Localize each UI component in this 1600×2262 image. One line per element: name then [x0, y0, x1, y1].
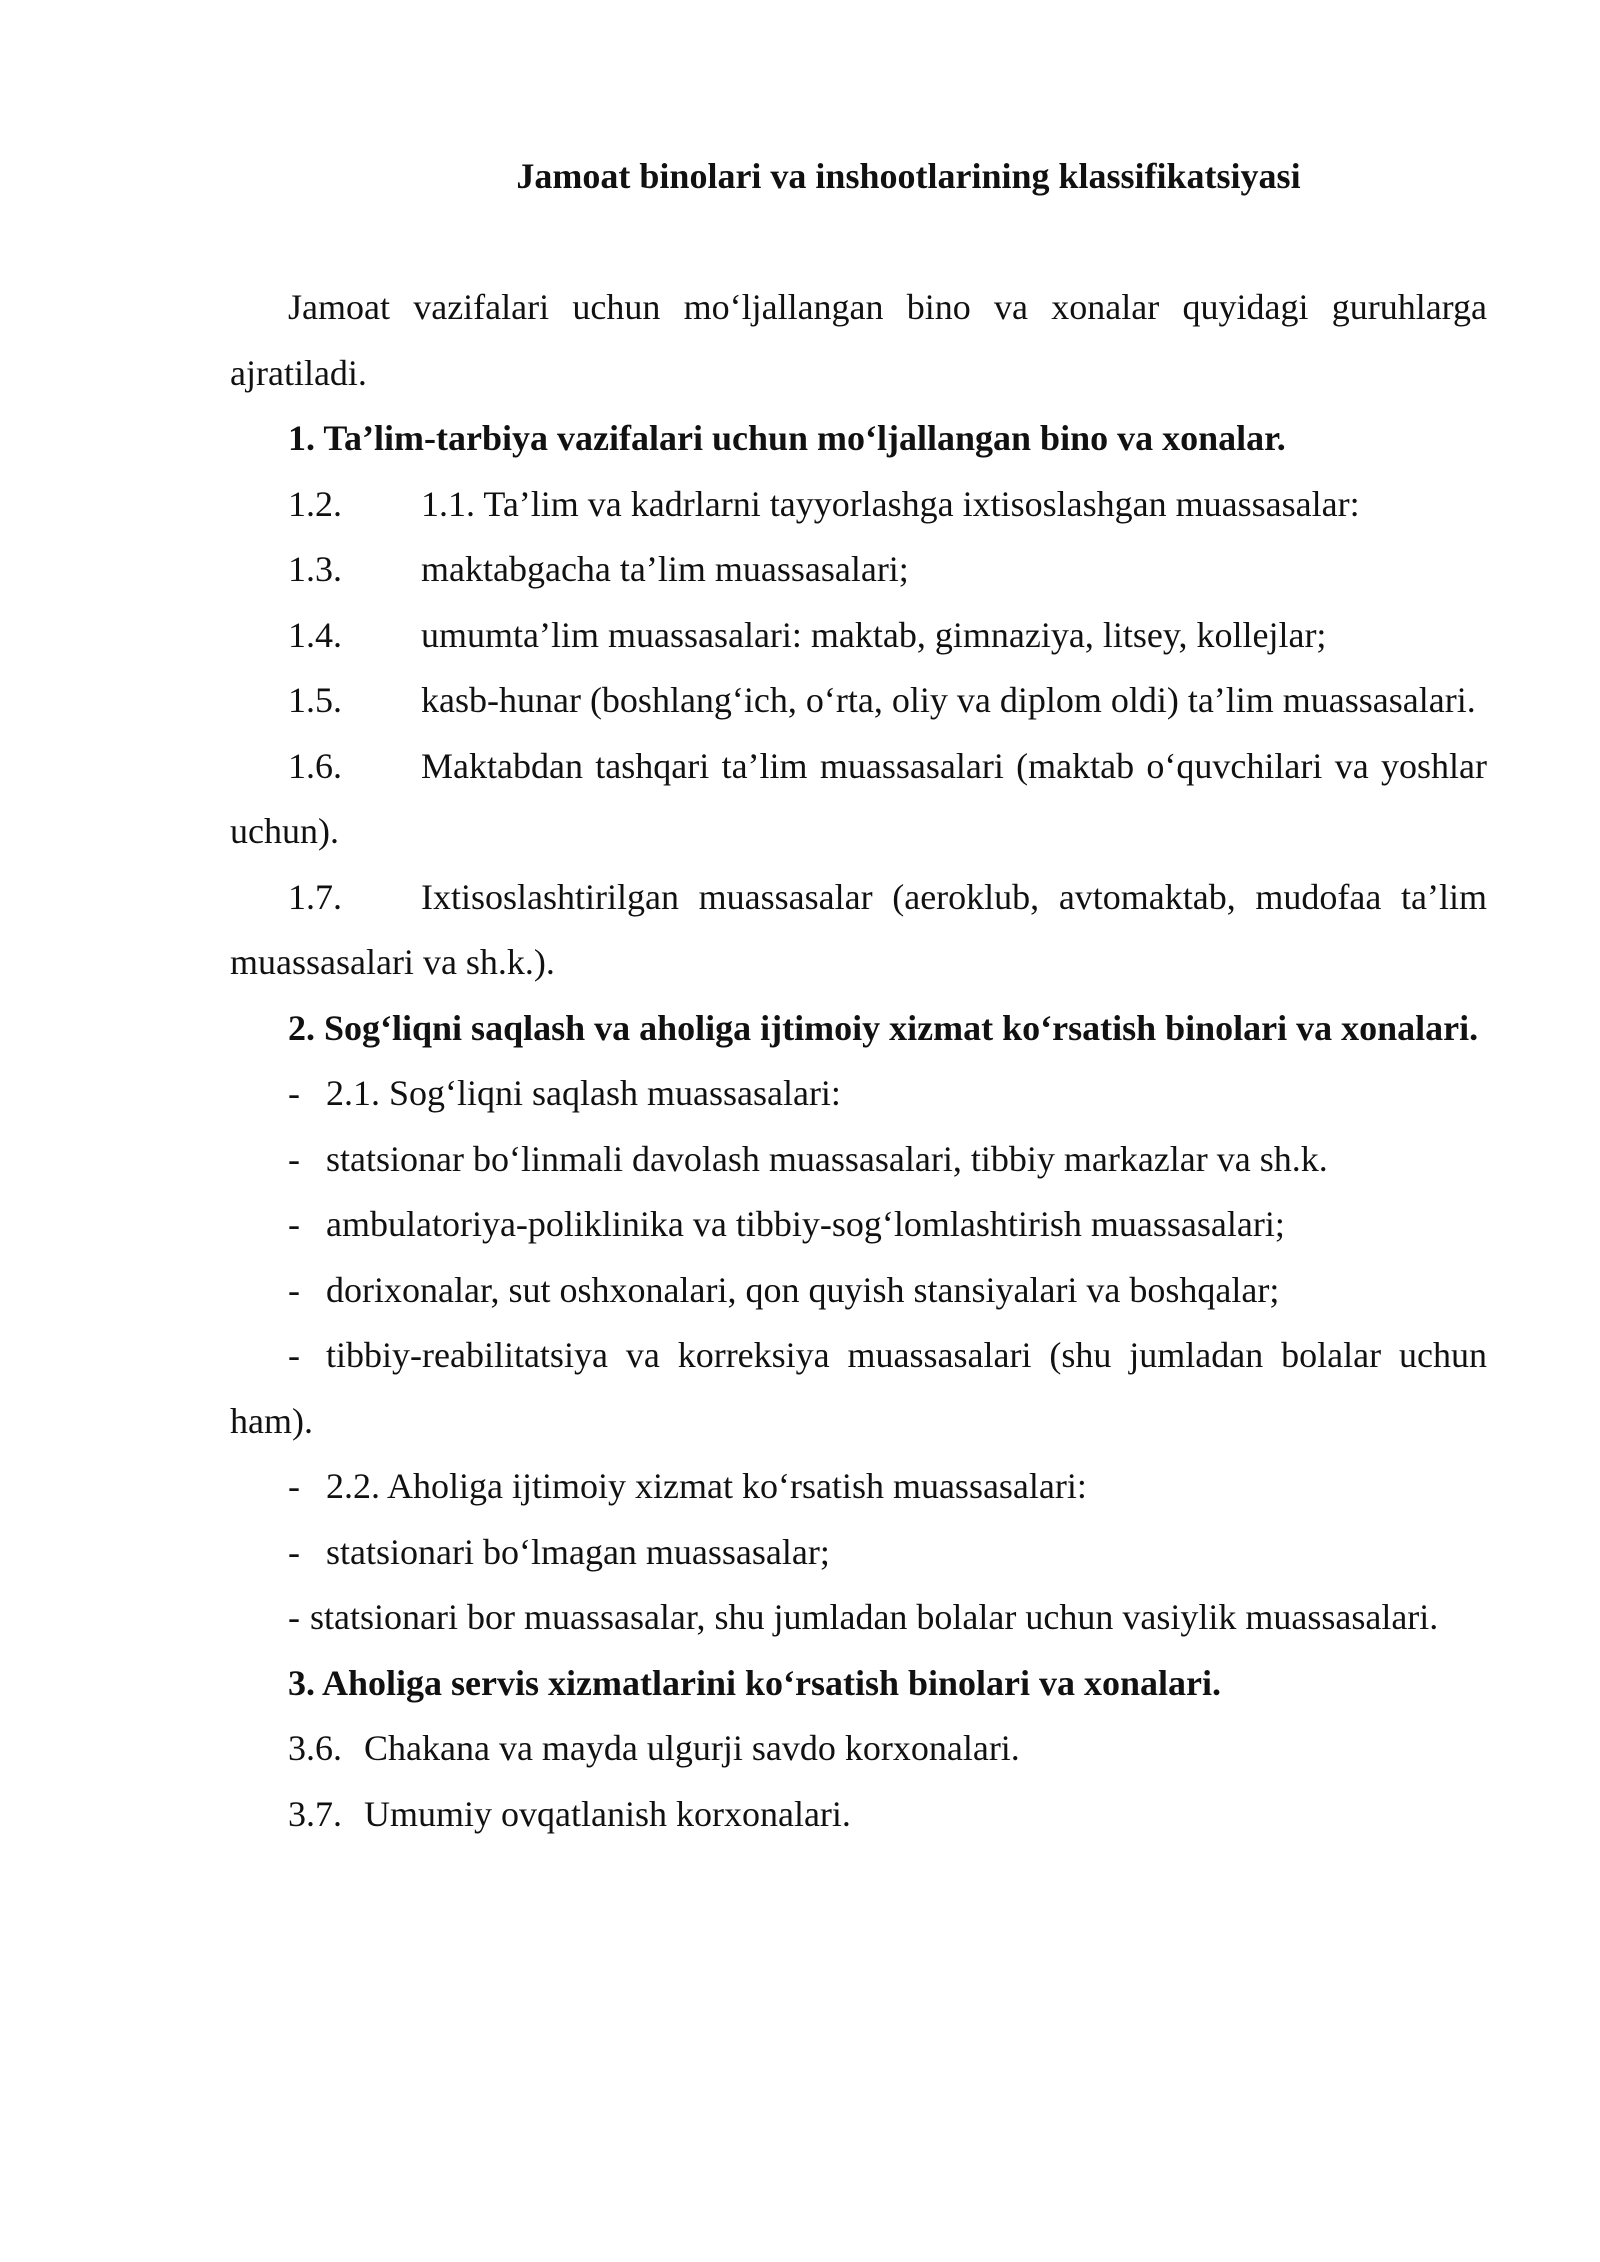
- item-text: 2.1. Sog‘liqni saqlash muassasalari:: [326, 1073, 841, 1113]
- section-3-heading: 3. Aholiga servis xizmatlarini ko‘rsatish binolari va xonalari.: [288, 1662, 1222, 1703]
- item-number: 1.4.: [288, 614, 342, 655]
- section-1-item: [230, 472, 1487, 538]
- item-text: Umumiy ovqatlanish korxonalari.: [364, 1793, 851, 1834]
- bullet-dash: -: [288, 1073, 300, 1113]
- document-body: [230, 275, 1487, 1847]
- section-3-item: [230, 1716, 1487, 1782]
- item-number: 3.7.: [288, 1793, 342, 1834]
- bullet-dash: -: [288, 1466, 300, 1506]
- item-number: 1.2.: [288, 483, 342, 524]
- section-2-item: [230, 1258, 1487, 1324]
- bullet-dash: -: [288, 1597, 300, 1637]
- section-1-item: [230, 537, 1487, 603]
- document-title: Jamoat binolari va inshootlarining klassifikatsiyasi: [516, 156, 1301, 196]
- item-number: 1.5.: [288, 680, 342, 720]
- section-3-item: [230, 1782, 1487, 1848]
- section-2-item: [230, 1520, 1487, 1586]
- section-1-item: [230, 734, 1487, 865]
- section-2-item: [230, 1061, 1487, 1127]
- item-text: tibbiy-reabilitatsiya va korreksiya muassasalari (shu jumladan bolalar uchun ham).: [230, 1335, 1487, 1441]
- item-number: 1.3.: [288, 549, 342, 589]
- section-2-item: [230, 1192, 1487, 1258]
- item-text: Chakana va mayda ulgurji savdo korxonalari.: [364, 1728, 1020, 1768]
- bullet-dash: -: [288, 1138, 300, 1179]
- intro-paragraph: Jamoat vazifalari uchun mo‘ljallangan bino va xonalar quyidagi guruhlarga ajratiladi.: [230, 287, 1487, 393]
- item-number: 3.6.: [288, 1728, 342, 1768]
- section-2-item: [230, 1127, 1487, 1193]
- bullet-dash: -: [288, 1204, 300, 1244]
- section-2-heading: 2. Sog‘liqni saqlash va aholiga ijtimoiy xizmat ko‘rsatish binolari va xonalari.: [288, 1007, 1479, 1048]
- item-text: statsionari bor muassasalar, shu jumladan bolalar uchun vasiylik muassasalari.: [310, 1597, 1439, 1637]
- item-text: maktabgacha ta’lim muassasalari;: [421, 549, 909, 589]
- item-number: 1.7.: [288, 876, 342, 917]
- section-2-item: [230, 1454, 1487, 1520]
- item-text: statsionar bo‘linmali davolash muassasalari, tibbiy markazlar va sh.k.: [326, 1138, 1328, 1179]
- bullet-dash: -: [288, 1269, 300, 1310]
- section-1-item: [230, 865, 1487, 996]
- item-text: kasb-hunar (boshlang‘ich, o‘rta, oliy va diplom oldi) ta’lim muassasalari.: [421, 680, 1476, 720]
- item-number: 1.6.: [288, 745, 342, 786]
- item-text: ambulatoriya-poliklinika va tibbiy-sog‘lomlashtirish muassasalari;: [326, 1204, 1285, 1244]
- section-1-item: [230, 603, 1487, 669]
- item-text: umumta’lim muassasalari: maktab, gimnaziya, litsey, kollejlar;: [421, 614, 1327, 655]
- item-text: dorixonalar, sut oshxonalari, qon quyish stansiyalari va boshqalar;: [326, 1269, 1280, 1310]
- section-2-item: [230, 1585, 1487, 1651]
- item-text: 2.2. Aholiga ijtimoiy xizmat ko‘rsatish muassasalari:: [326, 1466, 1087, 1506]
- bullet-dash: -: [288, 1335, 300, 1375]
- section-2-item: [230, 1323, 1487, 1454]
- item-text: Maktabdan tashqari ta’lim muassasalari (maktab o‘quvchilari va yoshlar uchun).: [230, 745, 1487, 851]
- item-text: statsionari bo‘lmagan muassasalar;: [326, 1531, 830, 1572]
- bullet-dash: -: [288, 1531, 300, 1572]
- section-1-item: [230, 668, 1487, 734]
- section-1-heading: 1. Ta’lim-tarbiya vazifalari uchun mo‘ljallangan bino va xonalar.: [288, 418, 1286, 458]
- item-text: 1.1. Ta’lim va kadrlarni tayyorlashga ixtisoslashgan muassasalar:: [421, 483, 1360, 524]
- item-text: Ixtisoslashtirilgan muassasalar (aeroklub, avtomaktab, mudofaa ta’lim muassasalari va sh.k.).: [230, 876, 1487, 982]
